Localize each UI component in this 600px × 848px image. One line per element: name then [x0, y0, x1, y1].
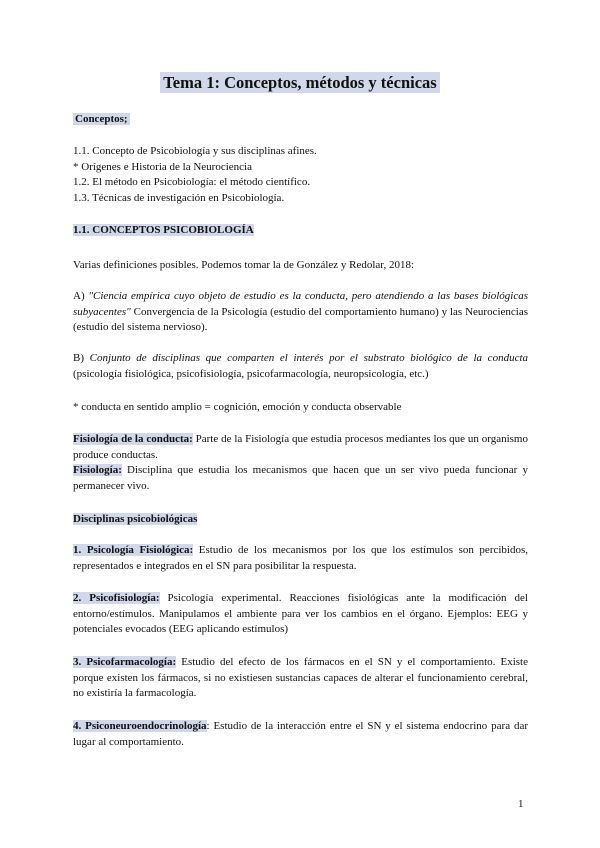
definition-b: B) Conjunto de disciplinas que comparten el interés por el substrato biológico de la conducta (psicología fisiológica, psicofisiología, psicofarmacología, neuropsicología, etc.)	[73, 352, 529, 380]
discipline-item: 2. Psicofisiología: Psicología experimental. Reacciones fisiológicas ante la modificación del entorno/estímulos. Manipulamos el ambiente para ver los cambios en el órgano. Ejemplos: EEG y potenciales evocados (EEG aplicando estímulos)	[73, 592, 528, 636]
definition-a: A) "Ciencia empírica cuyo objeto de estudio es la conducta, pero atendiendo a las bases biológicas subyacentes" Convergencia de la Psicología (estudio del comportamiento humano) y las Neurociencias (estudio del sistema nervioso).	[73, 290, 529, 334]
toc-item: 1.1. Concepto de Psicobiología y sus disciplinas afines.	[73, 145, 317, 157]
conducta-note: * conducta en sentido amplio = cognición, emoción y conducta observable	[73, 401, 402, 413]
intro-paragraph: Varias definiciones posibles. Podemos tomar la de González y Redolar, 2018:	[73, 259, 415, 271]
section-heading-1-1: 1.1. CONCEPTOS PSICOBIOLOGÍA	[73, 224, 254, 236]
toc-list	[73, 144, 528, 207]
fisiologia-definition: Fisiología: Disciplina que estudia los mecanismos que hacen que un ser vivo pueda funcionar y permanecer vivo.	[73, 464, 528, 493]
page-title: Tema 1: Conceptos, métodos y técnicas	[0, 73, 600, 93]
discipline-item: 3. Psicofarmacología: Estudio del efecto de los fármacos en el SN y el comportamiento. Existe porque existen los fármacos, si no existiesen sustancias capaces de alterar el funcionamiento cerebral, no existiría la farmacología.	[73, 656, 528, 700]
toc-item: * Orígenes e Historia de la Neurociencia	[73, 160, 252, 173]
disciplinas-heading: Disciplinas psicobiológicas	[73, 513, 198, 525]
conceptos-heading: Conceptos;	[75, 113, 128, 125]
discipline-item: 1. Psicología Fisiológica: Estudio de los mecanismos por los que los estímulos son percibidos, representados e integrados en el SN para posibilitar la respuesta.	[73, 544, 529, 572]
toc-item: 1.2. El método en Psicobiología: el método científico.	[73, 176, 311, 189]
fisiologia-definitions	[73, 432, 528, 495]
page-number: 1	[518, 798, 524, 810]
discipline-item: 4. Psiconeuroendocrinología: Estudio de la interacción entre el SN y el sistema endocrino para dar lugar al comportamiento.	[73, 720, 528, 748]
fisiologia-conducta-definition: Fisiología de la conducta: Parte de la Fisiología que estudia procesos mediantes los que un organismo produce conductas.	[73, 433, 528, 461]
toc-item: 1.3. Técnicas de investigación en Psicobiología.	[73, 192, 285, 205]
